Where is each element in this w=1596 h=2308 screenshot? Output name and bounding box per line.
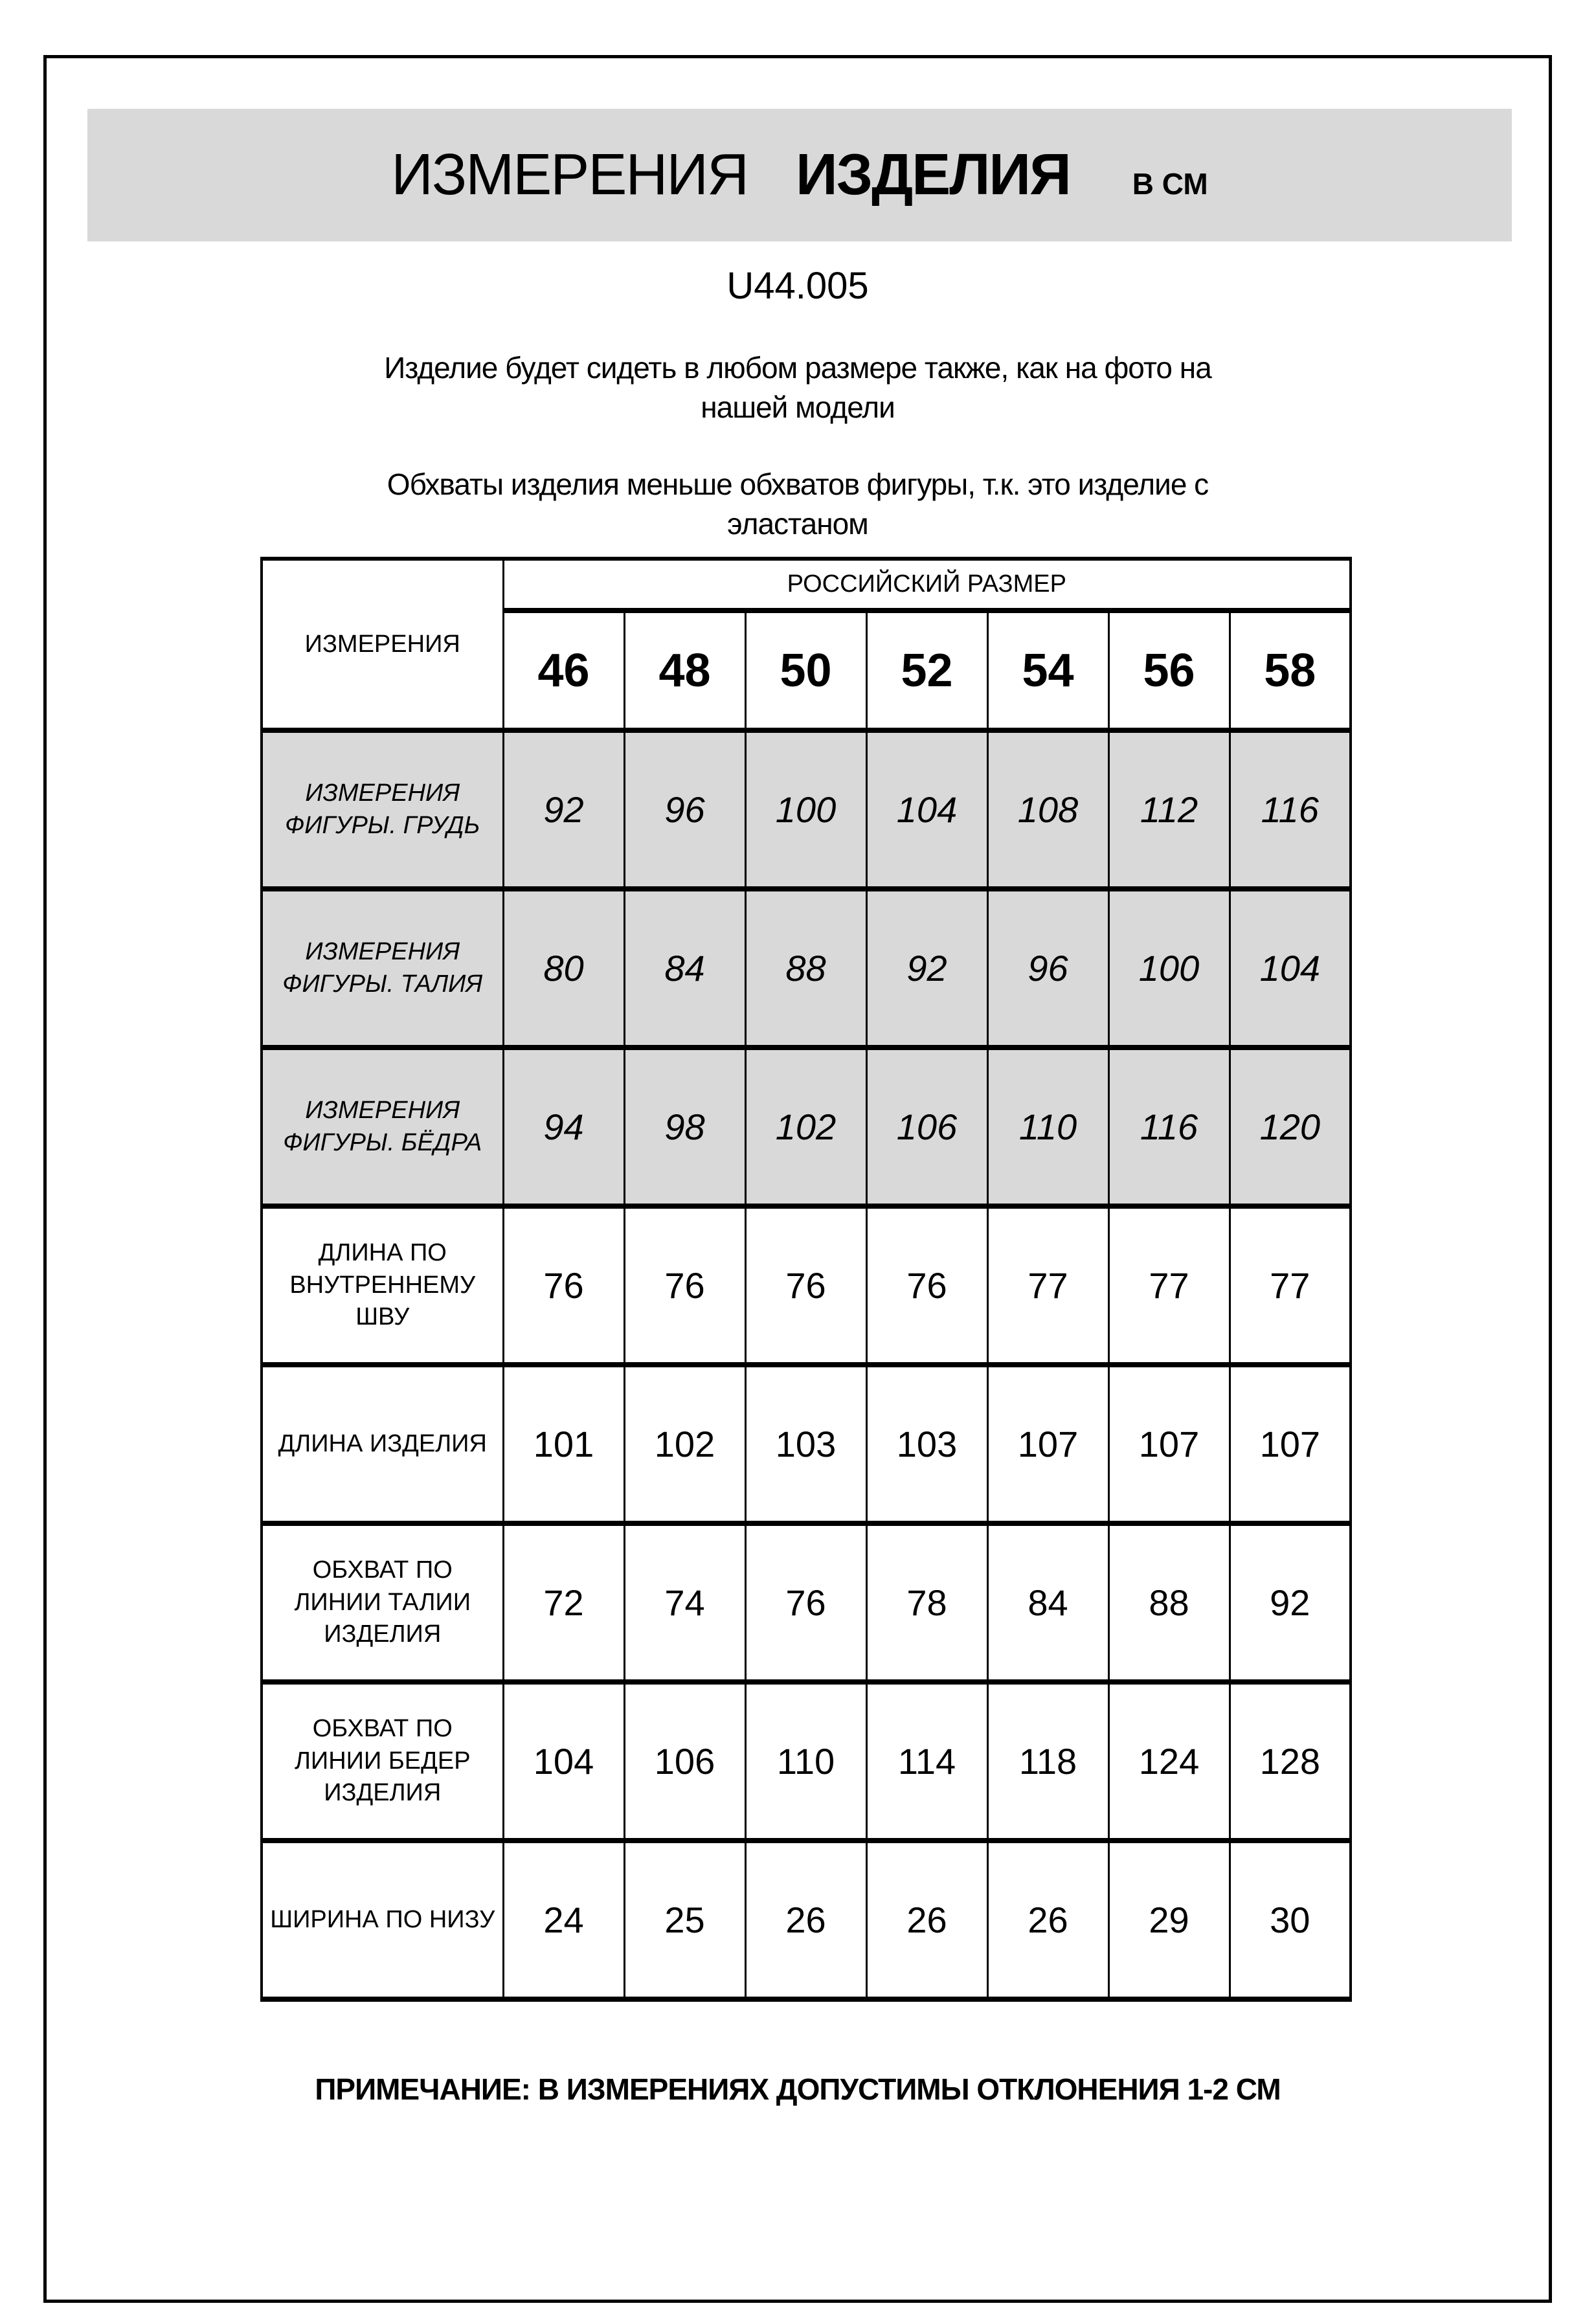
value-cell: 74 <box>624 1523 745 1682</box>
corner-header-cell: ИЗМЕРЕНИЯ <box>262 559 503 730</box>
table-row-item-hip-girth <box>262 1682 1351 1841</box>
note-text: ПРИМЕЧАНИЕ: В ИЗМЕРЕНИЯХ ДОПУСТИМЫ ОТКЛОНЕНИЯ 1-2 СМ <box>315 2072 1281 2106</box>
table-row-body-waist <box>262 889 1351 1048</box>
value-cell: 103 <box>745 1365 866 1523</box>
value-cell: 107 <box>987 1365 1108 1523</box>
value-cell: 76 <box>503 1206 624 1365</box>
intro-paragraph-1-line-1: Изделие будет сидеть в любом размере также, как на фото на <box>384 351 1211 385</box>
group-header-row <box>262 559 1351 611</box>
table-row-body-hips <box>262 1048 1351 1206</box>
intro-paragraph-2-line-2: эластаном <box>727 506 868 541</box>
value-cell: 92 <box>503 730 624 889</box>
title-word-measurements: ИЗМЕРЕНИЯ <box>391 142 748 207</box>
value-cell: 102 <box>624 1365 745 1523</box>
row-label: ДЛИНА ИЗДЕЛИЯ <box>262 1365 503 1523</box>
size-col-header: 48 <box>624 611 745 730</box>
table-row-bottom-width <box>262 1841 1351 1999</box>
value-cell: 124 <box>1108 1682 1230 1841</box>
value-cell: 120 <box>1230 1048 1351 1206</box>
value-cell: 77 <box>1230 1206 1351 1365</box>
value-cell: 104 <box>1230 889 1351 1048</box>
value-cell: 72 <box>503 1523 624 1682</box>
size-col-header: 56 <box>1108 611 1230 730</box>
title-band <box>87 109 1512 241</box>
model-code: U44.005 <box>726 265 869 307</box>
value-cell: 106 <box>866 1048 987 1206</box>
row-label: ОБХВАТ ПО ЛИНИИ БЕДЕР ИЗДЕЛИЯ <box>262 1682 503 1841</box>
size-table <box>260 557 1352 2002</box>
value-cell: 78 <box>866 1523 987 1682</box>
title-unit: В СМ <box>1132 167 1208 201</box>
value-cell: 102 <box>745 1048 866 1206</box>
value-cell: 84 <box>624 889 745 1048</box>
value-cell: 30 <box>1230 1841 1351 1999</box>
value-cell: 76 <box>745 1206 866 1365</box>
value-cell: 98 <box>624 1048 745 1206</box>
value-cell: 108 <box>987 730 1108 889</box>
table-row-item-length <box>262 1365 1351 1523</box>
value-cell: 92 <box>866 889 987 1048</box>
value-cell: 26 <box>987 1841 1108 1999</box>
value-cell: 84 <box>987 1523 1108 1682</box>
value-cell: 118 <box>987 1682 1108 1841</box>
row-label: ШИРИНА ПО НИЗУ <box>262 1841 503 1999</box>
intro-paragraph-2-line-1: Обхваты изделия меньше обхватов фигуры, т.к. это изделие с <box>387 467 1209 501</box>
size-col-header: 46 <box>503 611 624 730</box>
value-cell: 110 <box>745 1682 866 1841</box>
value-cell: 104 <box>503 1682 624 1841</box>
row-label: ИЗМЕРЕНИЯ ФИГУРЫ. ТАЛИЯ <box>262 889 503 1048</box>
value-cell: 103 <box>866 1365 987 1523</box>
value-cell: 104 <box>866 730 987 889</box>
row-label: ИЗМЕРЕНИЯ ФИГУРЫ. ГРУДЬ <box>262 730 503 889</box>
value-cell: 29 <box>1108 1841 1230 1999</box>
value-cell: 106 <box>624 1682 745 1841</box>
title-word-product: ИЗДЕЛИЯ <box>796 142 1070 207</box>
size-col-header: 58 <box>1230 611 1351 730</box>
table-row-item-waist-girth <box>262 1523 1351 1682</box>
value-cell: 114 <box>866 1682 987 1841</box>
value-cell: 101 <box>503 1365 624 1523</box>
value-cell: 110 <box>987 1048 1108 1206</box>
value-cell: 88 <box>745 889 866 1048</box>
value-cell: 107 <box>1108 1365 1230 1523</box>
row-label: ОБХВАТ ПО ЛИНИИ ТАЛИИ ИЗДЕЛИЯ <box>262 1523 503 1682</box>
value-cell: 96 <box>624 730 745 889</box>
value-cell: 24 <box>503 1841 624 1999</box>
size-group-header: РОССИЙСКИЙ РАЗМЕР <box>503 559 1351 611</box>
row-label: ИЗМЕРЕНИЯ ФИГУРЫ. БЁДРА <box>262 1048 503 1206</box>
value-cell: 128 <box>1230 1682 1351 1841</box>
value-cell: 96 <box>987 889 1108 1048</box>
intro-paragraph-1 <box>47 348 1549 427</box>
value-cell: 26 <box>866 1841 987 1999</box>
value-cell: 112 <box>1108 730 1230 889</box>
intro-paragraph-2 <box>47 465 1549 543</box>
value-cell: 77 <box>1108 1206 1230 1365</box>
intro-paragraph-1-line-2: нашей модели <box>701 390 895 424</box>
value-cell: 26 <box>745 1841 866 1999</box>
value-cell: 100 <box>1108 889 1230 1048</box>
table-row-inseam-length <box>262 1206 1351 1365</box>
size-col-header: 50 <box>745 611 866 730</box>
value-cell: 92 <box>1230 1523 1351 1682</box>
value-cell: 77 <box>987 1206 1108 1365</box>
value-cell: 88 <box>1108 1523 1230 1682</box>
size-col-header: 54 <box>987 611 1108 730</box>
value-cell: 76 <box>624 1206 745 1365</box>
value-cell: 107 <box>1230 1365 1351 1523</box>
size-col-header: 52 <box>866 611 987 730</box>
value-cell: 94 <box>503 1048 624 1206</box>
value-cell: 116 <box>1230 730 1351 889</box>
value-cell: 76 <box>745 1523 866 1682</box>
value-cell: 100 <box>745 730 866 889</box>
value-cell: 116 <box>1108 1048 1230 1206</box>
value-cell: 80 <box>503 889 624 1048</box>
value-cell: 25 <box>624 1841 745 1999</box>
table-row-body-chest <box>262 730 1351 889</box>
page-frame <box>43 55 1552 2303</box>
row-label: ДЛИНА ПО ВНУТРЕННЕМУ ШВУ <box>262 1206 503 1365</box>
value-cell: 76 <box>866 1206 987 1365</box>
